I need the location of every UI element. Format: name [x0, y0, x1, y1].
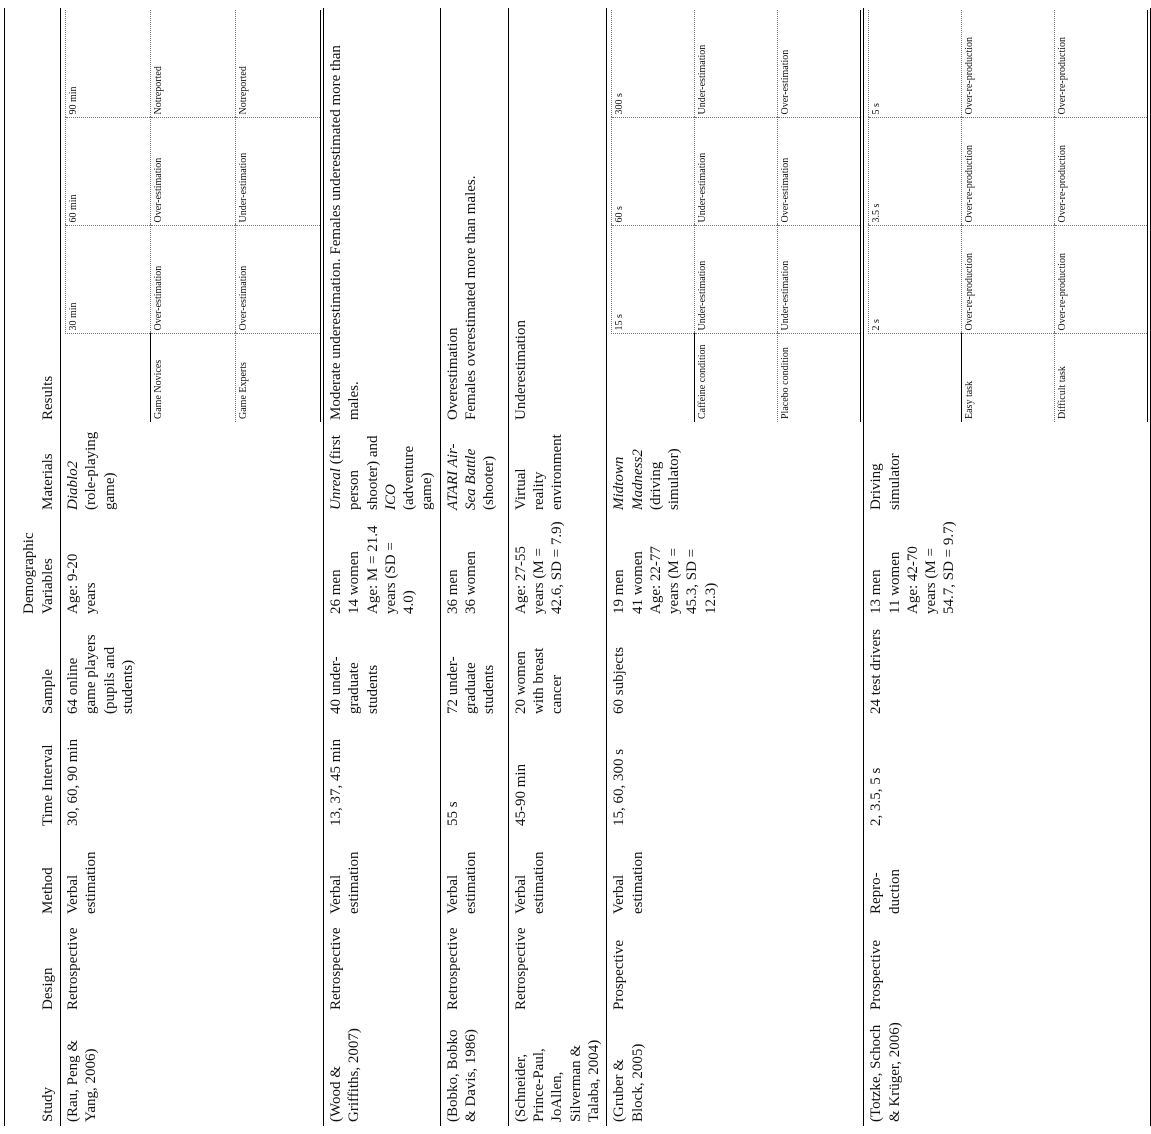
subtable-col-header: 60 s [612, 118, 695, 226]
subtable-value: Under-estimation [236, 118, 321, 226]
subtable-col-header: 30 min [66, 226, 151, 334]
table-row [324, 8, 441, 1126]
subtable-row [151, 10, 236, 422]
results-cell [607, 8, 864, 424]
design-cell: Prospective [864, 918, 1151, 1014]
demographic-cell [864, 514, 1151, 618]
sample-cell: 24 test drivers [864, 618, 1151, 718]
study-cell: (Rau, Peng & Yang, 2006) [61, 1014, 324, 1126]
materials-cell [440, 424, 508, 514]
materials-cell [61, 424, 324, 514]
design-cell: Prospective [607, 918, 864, 1014]
method-cell: Verbal estimation [61, 830, 324, 918]
header-study: Study [5, 1014, 61, 1126]
materials-text: (role-playing game) [83, 431, 118, 510]
study-cell: (Wood & Griffiths, 2007) [324, 1014, 441, 1126]
header-sample: Sample [5, 618, 61, 718]
header-results: Results [5, 8, 61, 424]
subtable-value: Under-estimation [695, 118, 778, 226]
time-interval-cell: 2, 3.5, 5 s [864, 718, 1151, 830]
subtable-value: Over-estimation [151, 118, 236, 226]
design-cell: Retrospective [61, 918, 324, 1014]
subtable-value: Over-estimation [778, 118, 861, 226]
table-row [508, 8, 606, 1126]
method-cell: Verbal estimation [440, 830, 508, 918]
sample-cell: 72 under-graduate students [440, 618, 508, 718]
demographic-line: Age: 27-55 years (M = 42.6, SD = 7.9) [512, 521, 566, 614]
study-cell: (Gruber & Block, 2005) [607, 1014, 864, 1126]
study-cell: (Schneider, Prince-Paul, JoAllen, Silverman & Talaba, 2004) [508, 1014, 606, 1126]
method-cell: Verbal estimation [324, 830, 441, 918]
table-row [440, 8, 508, 1126]
subtable-value: Over-re-production [1055, 10, 1148, 118]
results-line: Overestimation [444, 327, 461, 420]
subtable-value: Notreported [236, 10, 321, 118]
demographic-cell [61, 514, 324, 618]
demographic-line: 11 women [886, 551, 903, 614]
materials-cell: Virtual reality environment [508, 424, 606, 514]
subtable-header-row [612, 10, 695, 422]
header-demographic: Demographic Variables [5, 514, 61, 618]
table-row [607, 8, 864, 1126]
game-title: ATARI Air-Sea Battle [444, 443, 480, 510]
demographic-line: 19 men [611, 569, 628, 614]
time-interval-cell: 30, 60, 90 min [61, 718, 324, 830]
subtable-col-header: 5 s [869, 10, 962, 118]
sample-cell: 40 under-graduate students [324, 618, 441, 718]
subtable-row-label: Game Novices [151, 334, 236, 422]
header-design: Design [5, 918, 61, 1014]
studies-table [4, 8, 1151, 1126]
design-cell: Retrospective [508, 918, 606, 1014]
subtable-value: Over-re-production [962, 10, 1055, 118]
demographic-line: 14 women [346, 551, 363, 614]
game-title: Midtown Madness2 [611, 449, 646, 510]
demographic-line: 13 men [868, 569, 885, 614]
demographic-line: 41 women [629, 551, 646, 614]
time-interval-cell: 55 s [440, 718, 508, 830]
results-subtable [65, 10, 321, 422]
subtable-col-header: 15 s [612, 226, 695, 334]
subtable-value: Under-estimation [695, 226, 778, 334]
header-row [5, 8, 61, 1126]
subtable-value: Under-estimation [695, 10, 778, 118]
game-title: Diablo2 [65, 460, 81, 510]
subtable-col-header: 90 min [66, 10, 151, 118]
sample-cell: 60 subjects [607, 618, 864, 718]
subtable-row [778, 10, 861, 422]
subtable-value: Over-re-production [962, 118, 1055, 226]
subtable-value: Under-estimation [778, 226, 861, 334]
demographic-cell [508, 514, 606, 618]
subtable-value: Over-estimation [236, 226, 321, 334]
materials-cell [607, 424, 864, 514]
materials-cell [324, 424, 441, 514]
results-line: Females overestimated more than males. [463, 175, 480, 420]
subtable-col-header: 2 s [869, 226, 962, 334]
header-method: Method [5, 830, 61, 918]
table-row [864, 8, 1151, 1126]
subtable-header-row [66, 10, 151, 422]
results-subtable [611, 10, 861, 422]
time-interval-cell: 45-90 min [508, 718, 606, 830]
game-title: ICO [382, 484, 399, 510]
subtable-row-label: Easy task [962, 334, 1055, 422]
materials-text: (driving simulator) [647, 448, 683, 510]
materials-text: (adventure game) [401, 445, 436, 510]
demographic-line: 36 men [444, 569, 461, 614]
subtable-row [962, 10, 1055, 422]
results-cell: Underestimation [508, 8, 606, 424]
time-interval-cell: 13, 37, 45 min [324, 718, 441, 830]
demographic-cell [324, 514, 441, 618]
results-cell [61, 8, 324, 424]
sample-cell: 64 online game players (pupils and students) [61, 618, 324, 718]
sample-cell: 20 women with breast cancer [508, 618, 606, 718]
design-cell: Retrospective [440, 918, 508, 1014]
results-cell: Moderate underestimation. Females underestimated more than males. [324, 8, 441, 424]
subtable-row [1055, 10, 1148, 422]
subtable-value: Over-estimation [151, 226, 236, 334]
method-cell: Verbal estimation [607, 830, 864, 918]
results-subtable [868, 10, 1148, 422]
demographic-line: 36 women [463, 551, 480, 614]
materials-text: (shooter) [481, 455, 498, 510]
study-cell: (Totzke, Schoch & Krüger, 2006) [864, 1014, 1151, 1126]
subtable-row-label: Game Experts [236, 334, 321, 422]
demographic-line: Age: M = 21.4 years (SD = 4.0) [364, 525, 418, 614]
subtable-col-header: 3.5 s [869, 118, 962, 226]
subtable-value: Over-re-production [1055, 118, 1148, 226]
subtable-row-label: Difficult task [1055, 334, 1148, 422]
subtable-row [236, 10, 321, 422]
game-title: Unreal [328, 468, 344, 510]
header-materials: Materials [5, 424, 61, 514]
method-cell: Verbal estimation [508, 830, 606, 918]
materials-cell: Driving simulator [864, 424, 1151, 514]
materials-text: (first person shooter) and [328, 435, 381, 510]
demographic-line: 26 men [328, 569, 344, 614]
subtable-col-header: 300 s [612, 10, 695, 118]
time-interval-cell: 15, 60, 300 s [607, 718, 864, 830]
demographic-line: Age: 9-20 years [65, 553, 100, 614]
results-cell [440, 8, 508, 424]
demographic-cell [440, 514, 508, 618]
subtable-col-header: 60 min [66, 118, 151, 226]
demographic-line: Age: 42-70 years (M = 54.7, SD = 9.7) [904, 521, 958, 614]
subtable-value: Over-re-production [962, 226, 1055, 334]
subtable-value: Over-re-production [1055, 226, 1148, 334]
table-row [61, 8, 324, 1126]
subtable-header-row [869, 10, 962, 422]
design-cell: Retrospective [324, 918, 441, 1014]
subtable-row-label: Placebo condition [778, 334, 861, 422]
demographic-cell [607, 514, 864, 618]
subtable-row-label: Caffeine condition [695, 334, 778, 422]
subtable-value: Over-estimation [778, 10, 861, 118]
header-time-interval: Time Interval [5, 718, 61, 830]
subtable-row [695, 10, 778, 422]
method-cell: Repro-duction [864, 830, 1151, 918]
results-cell [864, 8, 1151, 424]
demographic-line: Age: 22-77 years (M = 45.3, SD = 12.3) [647, 546, 719, 614]
study-cell: (Bobko, Bobko & Davis, 1986) [440, 1014, 508, 1126]
subtable-value: Notreported [151, 10, 236, 118]
